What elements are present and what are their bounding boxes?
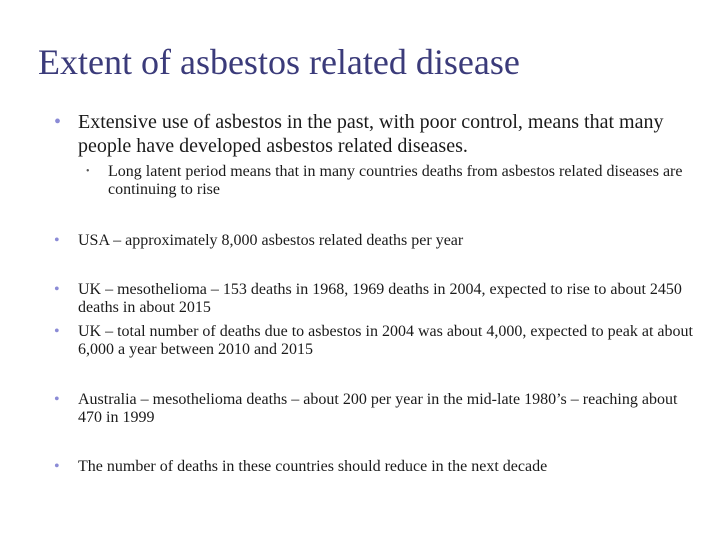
bullet-item-4 bbox=[54, 323, 694, 359]
bullet-item-3 bbox=[54, 281, 694, 317]
bullet-text: Extensive use of asbestos in the past, with poor control, means that many people have developed asbestos related diseases. bbox=[78, 111, 664, 157]
bullet-text: The number of deaths in these countries should reduce in the next decade bbox=[78, 458, 548, 475]
sub-bullet-item-1 bbox=[86, 163, 686, 199]
bullet-item-2 bbox=[54, 232, 694, 250]
slide-title: Extent of asbestos related disease bbox=[38, 42, 520, 82]
bullet-item-5 bbox=[54, 391, 694, 427]
bullet-item-6 bbox=[54, 458, 694, 476]
bullet-dot-icon: • bbox=[54, 281, 60, 298]
bullet-dot-icon: • bbox=[54, 232, 60, 249]
bullet-text: UK – total number of deaths due to asbestos in 2004 was about 4,000, expected to peak at about 6,000 a year between 2010 and 2015 bbox=[78, 323, 693, 358]
sub-bullet-dot-icon: • bbox=[86, 166, 90, 177]
bullet-text: UK – mesothelioma – 153 deaths in 1968, 1969 deaths in 2004, expected to rise to about 2450 deaths in about 2015 bbox=[78, 281, 682, 316]
bullet-item-1 bbox=[54, 110, 694, 158]
bullet-dot-icon: • bbox=[54, 458, 60, 475]
bullet-text: Australia – mesothelioma deaths – about 200 per year in the mid-late 1980’s – reaching about 470 in 1999 bbox=[78, 391, 678, 426]
bullet-dot-icon: • bbox=[54, 323, 60, 340]
bullet-text: USA – approximately 8,000 asbestos related deaths per year bbox=[78, 232, 464, 249]
bullet-dot-icon: • bbox=[54, 391, 60, 408]
sub-bullet-text: Long latent period means that in many countries deaths from asbestos related diseases are continuing to rise bbox=[108, 163, 683, 198]
bullet-dot-icon: • bbox=[54, 111, 62, 133]
